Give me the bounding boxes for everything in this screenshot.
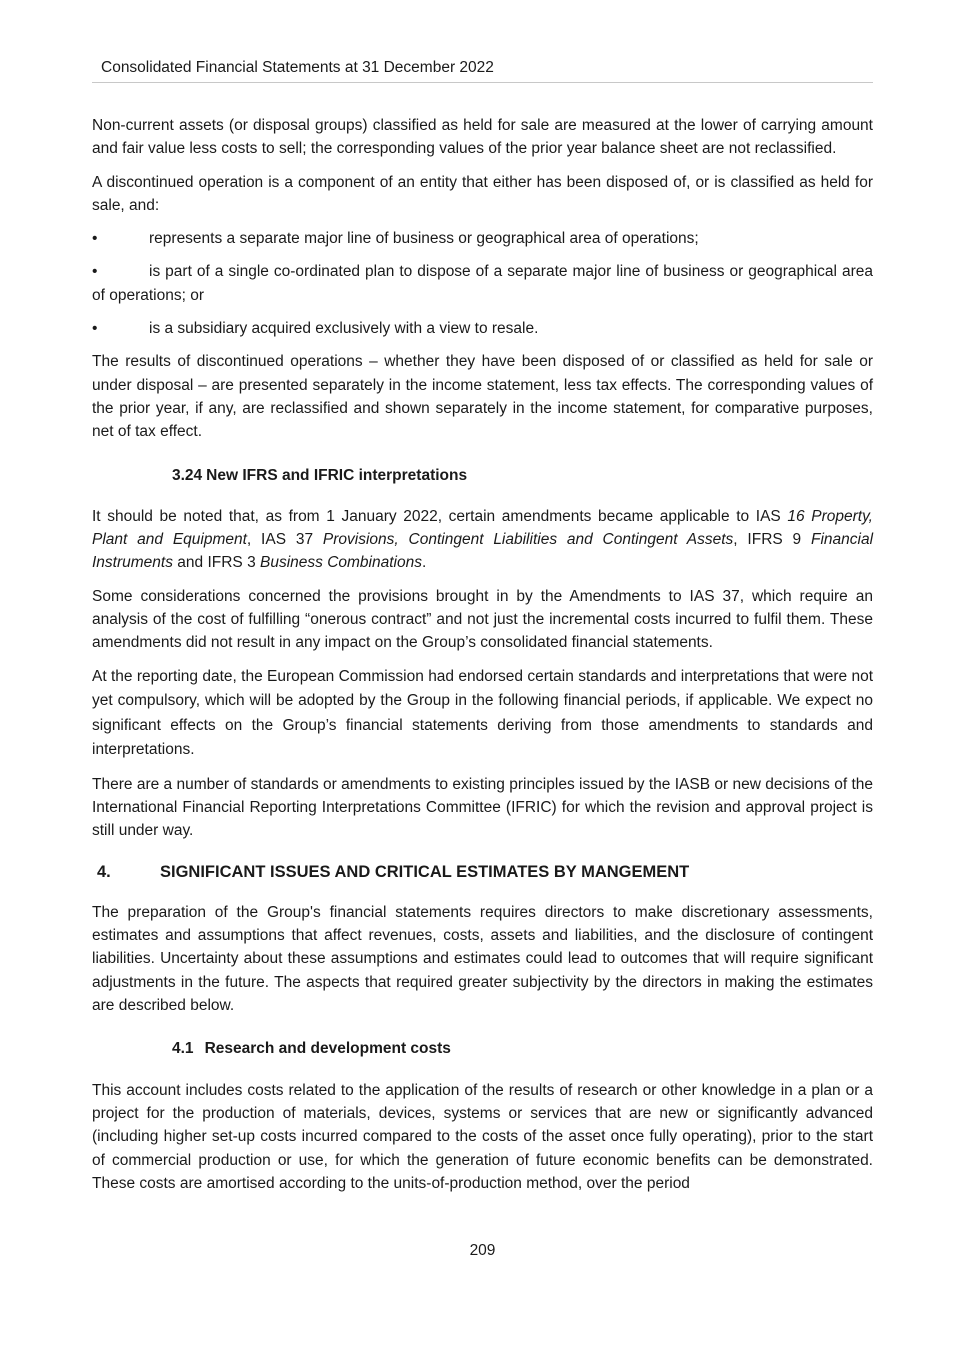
italic-standard-name: Provisions, Contingent Liabilities and Contingent Assets bbox=[322, 531, 734, 549]
paragraph-ias37: Some considerations concerned the provisions brought in by the Amendments to IAS 37, which require an analysis of the cost of fulfilling “onerous contract” and not just the incremental costs incurred to fulfil them. These amendments did not result in any impact on the Group’s consolidated financial statements. bbox=[92, 587, 873, 652]
page-header bbox=[92, 58, 873, 83]
section-title: New IFRS and IFRIC interpretations bbox=[206, 466, 468, 484]
paragraph-pending-standards: There are a number of standards or amendments to existing principles issued by the IASB or new decisions of the International Financial Reporting Interpretations Committee (IFRIC) for which the revision and approval project is still under way. bbox=[92, 775, 873, 840]
section-number: 4.1 bbox=[172, 1040, 194, 1058]
italic-standard-name: Financial Instruments bbox=[92, 531, 874, 572]
paragraph-endorsed-standards: At the reporting date, the European Commission had endorsed certain standards and interpretations that were not yet compulsory, which will be adopted by the Group in the following financial periods, if applicable. We expect no significant effects on the Group’s financial statements deriving from those amendments to standards and interpretations. bbox=[92, 667, 873, 759]
text-run: It should be noted that, as from 1 January 2022, certain amendments became applicable to IAS bbox=[92, 507, 788, 525]
section-heading-4 bbox=[97, 861, 873, 884]
page-body bbox=[92, 114, 873, 1205]
bullet-item bbox=[92, 317, 873, 340]
italic-standard-name: Business Combinations bbox=[260, 554, 422, 572]
bullet-item bbox=[92, 260, 873, 307]
text-run: . bbox=[421, 554, 427, 572]
text-run: , IFRS 9 bbox=[733, 531, 811, 549]
paragraph-held-for-sale: Non-current assets (or disposal groups) classified as held for sale are measured at the lower of carrying amount and fair value less costs to sell; the corresponding values of the prior year balance sheet are not reclassified. bbox=[92, 117, 873, 158]
bullet-text: is a subsidiary acquired exclusively with a view to resale. bbox=[149, 320, 539, 338]
bullet-text: represents a separate major line of business or geographical area of operations; bbox=[149, 230, 699, 248]
section-number: 3.24 bbox=[172, 466, 203, 484]
section-number: 4. bbox=[97, 862, 111, 881]
section-title: SIGNIFICANT ISSUES AND CRITICAL ESTIMATES BY MANGEMENT bbox=[160, 862, 690, 881]
paragraph-rd-costs: This account includes costs related to the application of the results of research or other knowledge in a plan or a project for the production of materials, devices, systems or services that are new or significantly advanced (including higher set-up costs incurred compared to the costs of the asset once fully operating), prior to the start of commercial production or use, for which the generation of future economic benefits can be demonstrated. These costs are amortised according to the units-of-production method, over the period bbox=[92, 1081, 873, 1192]
section-heading-3-24 bbox=[172, 464, 873, 487]
bullet-symbol: • bbox=[92, 263, 98, 281]
page-number: 209 bbox=[469, 1242, 496, 1259]
bullet-text: is part of a single co-ordinated plan to dispose of a separate major line of business or geographical area of operations; or bbox=[92, 263, 873, 304]
paragraph-amendments bbox=[92, 505, 873, 575]
italic-standard-name: 16 Property, Plant and Equipment bbox=[92, 507, 873, 549]
text-run: , IAS 37 bbox=[246, 531, 323, 549]
header-title: Consolidated Financial Statements at 31 December 2022 bbox=[101, 59, 494, 76]
text-run: and IFRS 3 bbox=[172, 554, 260, 572]
paragraph-discontinued-results: The results of discontinued operations – whether they have been disposed of or classified as held for sale or under disposal – are presented separately in the income statement, less tax effects. The corresponding values of the prior year, if any, are reclassified and shown separately in the income statement, for comparative purposes, net of tax effect. bbox=[92, 353, 873, 441]
section-heading-4-1 bbox=[172, 1037, 873, 1060]
bullet-symbol: • bbox=[92, 320, 98, 338]
paragraph-discontinued-operation: A discontinued operation is a component of an entity that either has been disposed of, or is classified as held for sale, and: bbox=[92, 173, 873, 214]
bullet-item bbox=[92, 227, 873, 250]
paragraph-estimates: The preparation of the Group's financial statements requires directors to make discretionary assessments, estimates and assumptions that affect revenues, costs, assets and liabilities, and the disclosure of contingent liabilities. Uncertainty about these assumptions and estimates could lead to outcomes that will require significant adjustments in the future. The aspects that required greater subjectivity by the directors in making the estimates are described below. bbox=[92, 903, 873, 1015]
bullet-symbol: • bbox=[92, 230, 98, 248]
section-title: Research and development costs bbox=[204, 1040, 451, 1058]
